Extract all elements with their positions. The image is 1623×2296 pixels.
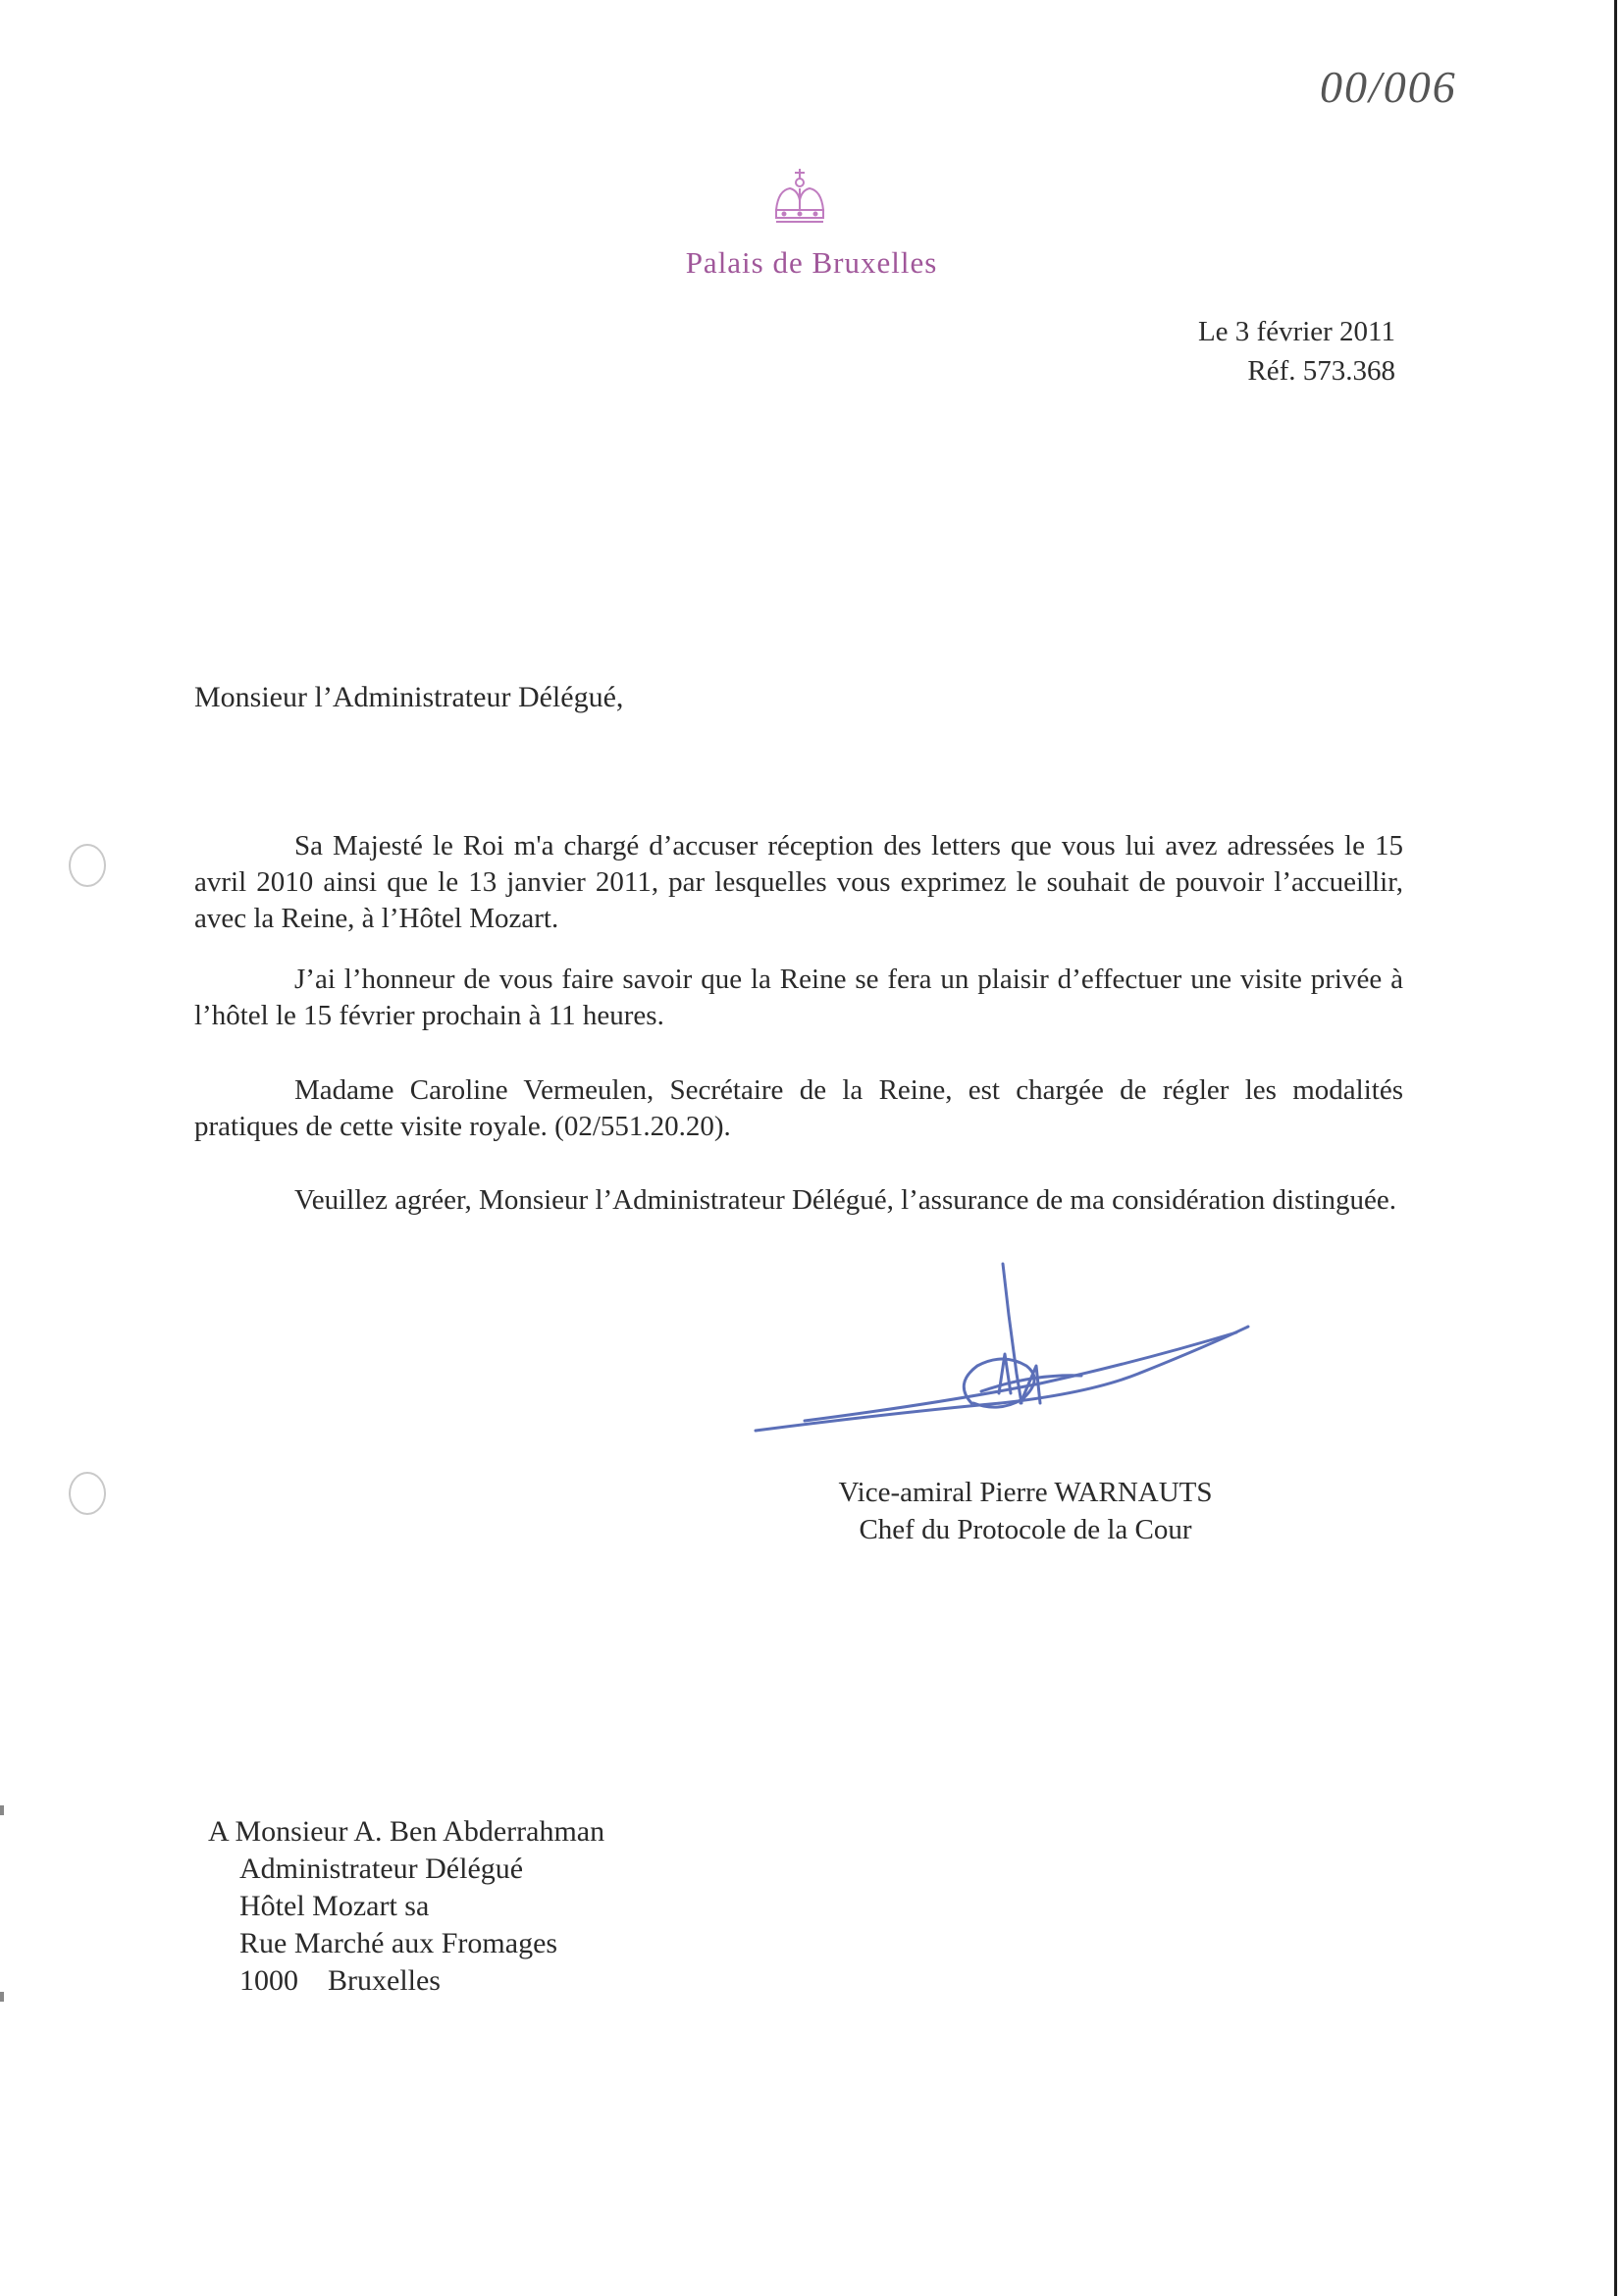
scan-margin-mark bbox=[0, 1805, 4, 1815]
letter-paragraph-2: J’ai l’honneur de vous faire savoir que la Reine se fera un plaisir d’effectuer une visite privée à l’hôtel le 15 février prochain à 11 heures. bbox=[194, 964, 1403, 1031]
addressee-block bbox=[208, 1813, 604, 2000]
letter-paragraph-4: Veuillez agréer, Monsieur l’Administrateur Délégué, l’assurance de ma considération distinguée. bbox=[294, 1184, 1396, 1216]
letter-paragraph-3: Madame Caroline Vermeulen, Secrétaire de la Reine, est chargée de régler les modalités pratiques de cette visite royale. (02/551.20.20). bbox=[194, 1074, 1403, 1142]
scan-page-edge bbox=[1614, 0, 1617, 2296]
signer-block bbox=[0, 1474, 1623, 1548]
letterhead-title: Palais de Bruxelles bbox=[685, 245, 938, 280]
handwritten-signature bbox=[746, 1256, 1256, 1442]
letter-date: Le 3 février 2011 bbox=[1197, 316, 1395, 347]
addressee-postal-line bbox=[208, 1962, 604, 2000]
letter-paragraph-1: Sa Majesté le Roi m'a chargé d’accuser réception des letters que vous lui avez adressées le 15 avril 2010 ainsi que le 13 janvier 2011, par lesquelles vous exprimez le souhait de pouvoir l’accueillir, avec la Reine, à l’Hôtel Mozart. bbox=[194, 830, 1403, 934]
salutation: Monsieur l’Administrateur Délégué, bbox=[194, 681, 624, 713]
addressee-line-4: Rue Marché aux Fromages bbox=[239, 1927, 558, 1959]
addressee-line-2: Administrateur Délégué bbox=[239, 1852, 524, 1885]
addressee-line-3: Hôtel Mozart sa bbox=[239, 1890, 430, 1922]
letter-reference: Réf. 573.368 bbox=[1247, 355, 1395, 387]
punch-hole bbox=[69, 844, 106, 887]
handwritten-reference-note: 00/006 bbox=[1320, 62, 1457, 112]
signer-title: Chef du Protocole de la Cour bbox=[859, 1514, 1192, 1545]
addressee-line-1: A Monsieur A. Ben Abderrahman bbox=[208, 1815, 605, 1848]
addressee-postal-code: 1000 bbox=[239, 1964, 298, 1997]
date-reference-block bbox=[1198, 312, 1395, 391]
royal-crown-icon bbox=[770, 167, 829, 230]
signer-name: Vice-amiral Pierre WARNAUTS bbox=[838, 1477, 1213, 1508]
scan-margin-mark bbox=[0, 1992, 4, 2002]
addressee-city: Bruxelles bbox=[328, 1964, 441, 1997]
